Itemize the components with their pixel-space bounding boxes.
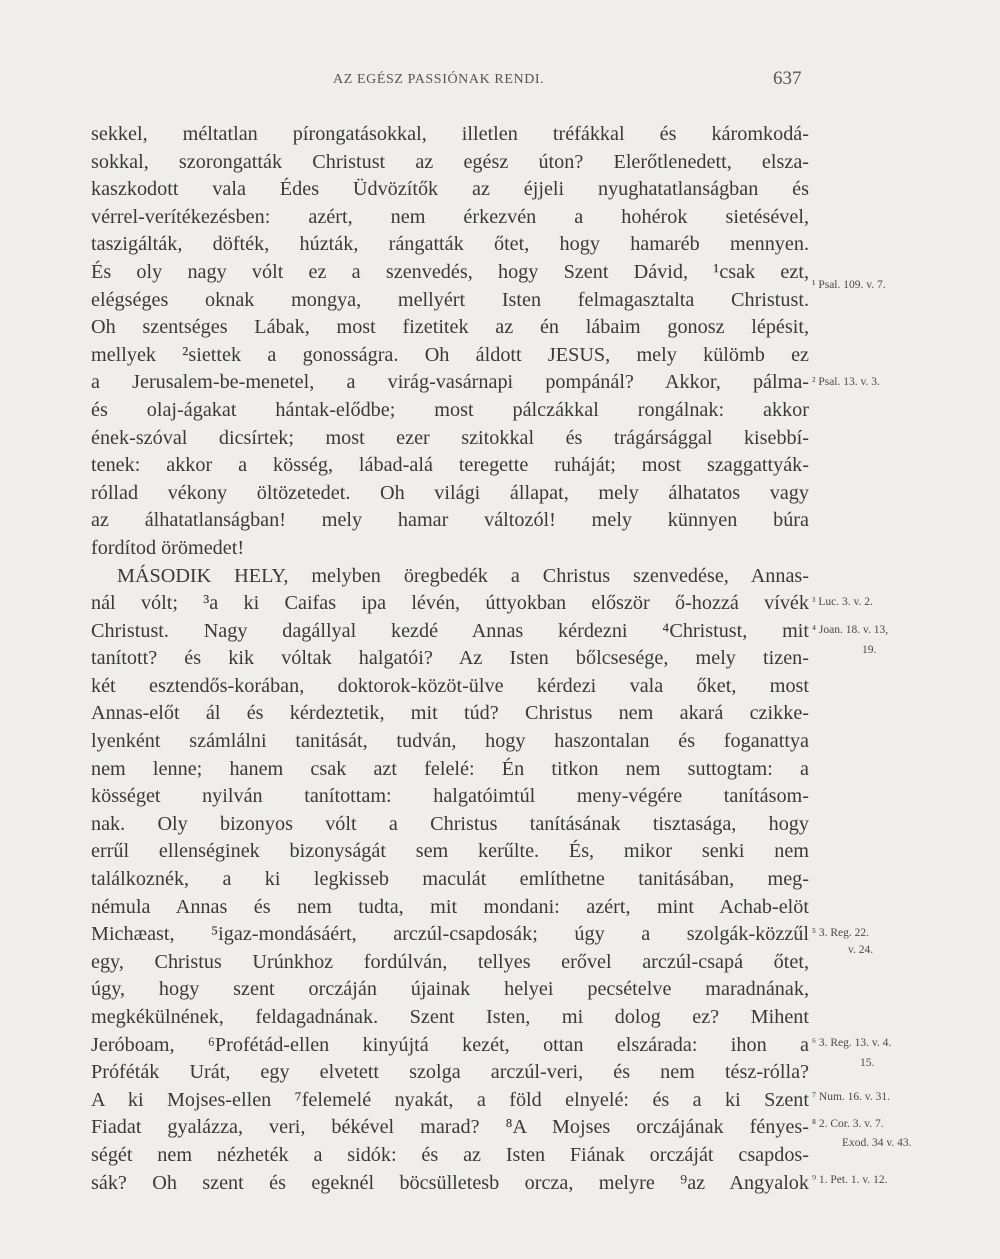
- text-line: a Jerusalem-be-menetel, a virág-vasárnapi pompánál? Akkor, pálma-: [91, 371, 809, 394]
- running-head: AZ EGÉSZ PASSIÓNAK RENDI.: [333, 72, 545, 87]
- text-line: nál vólt; ³a ki Caifas ipa lévén, úttyokban először ő-hozzá vívék: [91, 592, 809, 615]
- text-line: kösséget nyilván tanítottam: halgatóimtúl meny-végére tanításom-: [91, 785, 809, 808]
- text-line: sokkal, szorongatták Christust az egész úton? Elerőtlenedett, elsza-: [91, 150, 809, 173]
- text-line: némula Annas és nem tudta, mit mondani: azért, mint Achab-elöt: [91, 895, 809, 918]
- text-line: tenek: akkor a kösség, lábad-alá teregette ruháját; most szaggattyák-: [91, 454, 809, 477]
- margin-note: ⁸ 2. Cor. 3. v. 7.: [812, 1118, 884, 1130]
- margin-note: ¹ Psal. 109. v. 7.: [812, 279, 886, 291]
- margin-note: Exod. 34 v. 43.: [842, 1137, 912, 1149]
- margin-note: 15.: [860, 1057, 875, 1069]
- text-line: És oly nagy vólt ez a szenvedés, hogy Szent Dávid, ¹csak ezt,: [91, 260, 809, 283]
- text-line: kaszkodott vala Édes Üdvözítők az éjjeli nyughatatlanságban és: [91, 178, 809, 201]
- text-line: és olaj-ágakat hántak-elődbe; most pálczákkal rongálnak: akkor: [91, 398, 809, 421]
- text-line: errűl ellenséginek bizonyságát sem kerűlte. És, mikor senki nem: [91, 840, 809, 863]
- margin-note: ⁷ Num. 16. v. 31.: [812, 1091, 891, 1103]
- margin-note: ⁹ 1. Pet. 1. v. 12.: [812, 1174, 888, 1186]
- text-line: Christust. Nagy dagállyal kezdé Annas kérdezni ⁴Christust, mit: [91, 619, 809, 642]
- text-line: vérrel-verítékezésben: azért, nem érkezvén a hohérok sietésével,: [91, 205, 809, 228]
- margin-note: ³ Luc. 3. v. 2.: [812, 596, 873, 608]
- text-line: sák? Oh szent és egeknél böcsülletesb orcza, melyre ⁹az Angyalok: [91, 1171, 809, 1194]
- text-line: ének-szóval dicsírtek; most ezer szitokkal és trágársággal kisebbí-: [91, 426, 809, 449]
- text-line: egy, Christus Urúnkhoz fordúlván, tellyes erővel arczúl-csapá őtet,: [91, 950, 809, 973]
- margin-note: v. 24.: [848, 944, 874, 956]
- text-line: Próféták Urát, egy elvetett szolga arczúl-veri, és nem tész-rólla?: [91, 1061, 809, 1084]
- text-line: megkékülnének, feldagadnának. Szent Isten, mi dolog ez? Mihent: [91, 1006, 809, 1028]
- text-line: róllad vékony öltözetedet. Oh világi állapat, mely álhatatos vagy: [91, 481, 809, 504]
- text-line: nem lenne; hanem csak azt felelé: Én titkon nem suttogtam: a: [91, 757, 809, 780]
- text-line: mellyek ²siettek a gonosságra. Oh áldott JESUS, mely külömb ez: [91, 343, 809, 366]
- text-line: Oh szentséges Lábak, most fizetitek az én lábaim gonosz lépésit,: [91, 316, 809, 339]
- text-line: az álhatatlanságban! mely hamar változól! mely künnyen búra: [91, 509, 809, 532]
- text-line: fordítod örömedet!: [91, 536, 245, 559]
- page-number: 637: [773, 68, 802, 89]
- text-line: sekkel, méltatlan pírongatásokkal, illetlen tréfákkal és káromkodá-: [91, 123, 809, 145]
- text-line: találkoznék, a ki legkisseb maculát említhetne tanitásában, meg-: [91, 868, 809, 891]
- text-line: nak. Oly bizonyos vólt a Christus tanításának tisztasága, hogy: [91, 812, 809, 835]
- margin-note: ⁴ Joan. 18. v. 13,: [812, 624, 889, 636]
- text-line: Jeróboam, ⁶Profétád-ellen kinyújtá kezét, ottan elszárada: ihon a: [91, 1033, 809, 1056]
- text-line: elégséges oknak mongya, mellyért Isten felmagasztalta Christust.: [91, 288, 809, 311]
- text-line: Fiadat gyalázza, veri, békével marad? ⁸A Mojses orczájának fényes-: [91, 1116, 809, 1139]
- text-line: ségét nem nézheték a sidók: és az Isten Fiának orczáját csapdos-: [91, 1143, 809, 1166]
- margin-note: ⁵ 3. Reg. 22.: [812, 927, 870, 939]
- text-line: két esztendős-korában, doktorok-közöt-ülve kérdezi vala őket, most: [91, 674, 809, 697]
- margin-note: ² Psal. 13. v. 3.: [812, 376, 880, 388]
- page-header: [0, 68, 1000, 92]
- text-line: A ki Mojses-ellen ⁷felemelé nyakát, a föld elnyelé: és a ki Szent: [91, 1088, 809, 1111]
- margin-note: 19.: [862, 644, 877, 656]
- text-line: tanított? és kik vóltak halgatói? Az Isten bőlcsesége, mely tizen-: [91, 647, 809, 670]
- body-text: [91, 121, 809, 1197]
- text-line: úgy, hogy szent orczáján újainak helyei pecsételve maradnának,: [91, 978, 809, 1001]
- text-line: Annas-előt ál és kérdeztetik, mit túd? Christus nem akará czikke-: [91, 702, 809, 725]
- text-line: taszigálták, döfték, húzták, rángatták őtet, hogy hamaréb mennyen.: [91, 233, 809, 256]
- margin-note: ⁶ 3. Reg. 13. v. 4.: [812, 1037, 892, 1049]
- text-line: MÁSODIK HELY, melyben öregbedék a Christus szenvedése, Annas-: [117, 564, 809, 587]
- text-line: lyenként számlálni tanitását, tudván, hogy haszontalan és foganattya: [91, 730, 809, 753]
- text-line: Michæast, ⁵igaz-mondásáért, arczúl-csapdosák; úgy a szolgák-közzűl: [91, 923, 809, 946]
